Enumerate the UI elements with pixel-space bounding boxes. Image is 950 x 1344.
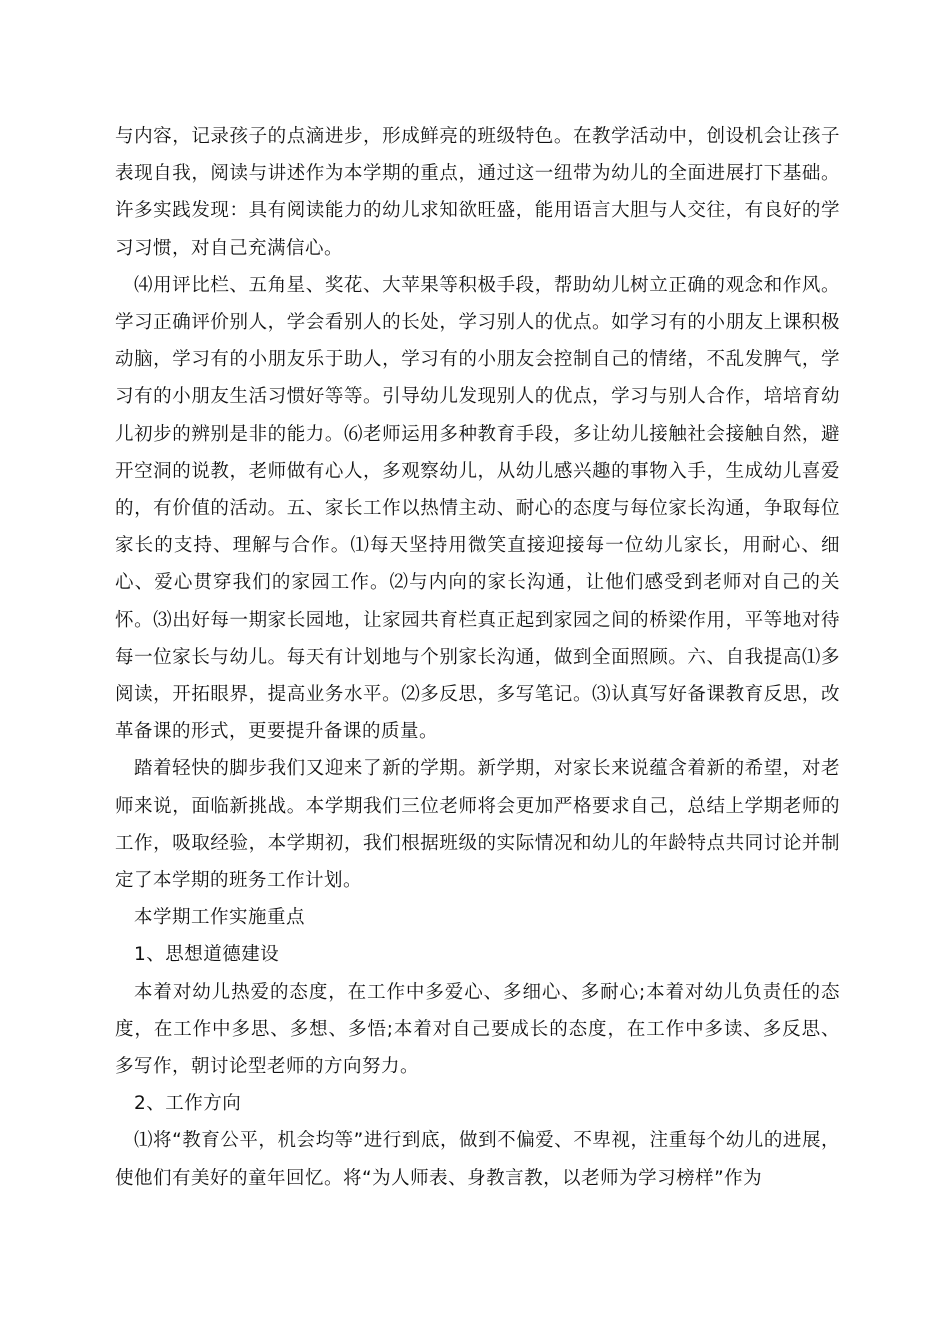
paragraph-work-direction: ⑴将“教育公平，机会均等”进行到底，做到不偏爱、不卑视，注重每个幼儿的进展，使他们有美好的童年回忆。将“为人师表、身教言教，以老师为学习榜样”作为 [115, 1130, 840, 1189]
heading-work-direction: 2、工作方向 [134, 1093, 242, 1115]
paragraph-new-semester: 踏着轻快的脚步我们又迎来了新的学期。新学期，对家长来说蕴含着新的希望，对老师来说，面临新挑战。本学期我们三位老师将会更加严格要求自己，总结上学期老师的工作，吸取经验，本学期初，我们根据班级的实际情况和幼儿的年龄特点共同讨论并制定了本学期的班务工作计划。 [115, 758, 840, 892]
heading-moral-building: 1、思想道德建设 [134, 944, 280, 966]
document-body [115, 118, 840, 1197]
paragraph-evaluation-methods: ⑷用评比栏、五角星、奖花、大苹果等积极手段，帮助幼儿树立正确的观念和作风。学习正确评价别人，学会看别人的长处，学习别人的优点。如学习有的小朋友上课积极动脑，学习有的小朋友乐于助人，学习有的小朋友会控制自己的情绪，不乱发脾气，学习有的小朋友生活习惯好等等。引导幼儿发现别人的优点，学习与别人合作，培培育幼儿初步的辨别是非的能力。⑹老师运用多种教育手段，多让幼儿接触社会接触自然，避开空洞的说教，老师做有心人，多观察幼儿，从幼儿感兴趣的事物入手，生成幼儿喜爱的，有价值的活动。五、家长工作以热情主动、耐心的态度与每位家长沟通，争取每位家长的支持、理解与合作。⑴每天坚持用微笑直接迎接每一位幼儿家长，用耐心、细心、爱心贯穿我们的家园工作。⑵与内向的家长沟通，让他们感受到老师对自己的关怀。⑶出好每一期家长园地，让家园共育栏真正起到家园之间的桥梁作用，平等地对待每一位家长与幼儿。每天有计划地与个别家长沟通，做到全面照顾。六、自我提高⑴多阅读，开拓眼界，提高业务水平。⑵多反思，多写笔记。⑶认真写好备课教育反思，改革备课的形式，更要提升备课的质量。 [115, 274, 840, 743]
heading-semester-focus: 本学期工作实施重点 [134, 907, 306, 929]
paragraph-class-features: 与内容，记录孩子的点滴进步，形成鲜亮的班级特色。在教学活动中，创设机会让孩子表现自我，阅读与讲述作为本学期的重点，通过这一纽带为幼儿的全面进展打下基础。许多实践发现：具有阅读能力的幼儿求知欲旺盛，能用语言大胆与人交往，有良好的学习习惯，对自己充满信心。 [115, 126, 840, 259]
paragraph-moral-building: 本着对幼儿热爱的态度，在工作中多爱心、多细心、多耐心;本着对幼儿负责任的态度，在工作中多思、多想、多悟;本着对自己要成长的态度，在工作中多读、多反思、多写作，朝讨论型老师的方向努力。 [115, 981, 840, 1078]
